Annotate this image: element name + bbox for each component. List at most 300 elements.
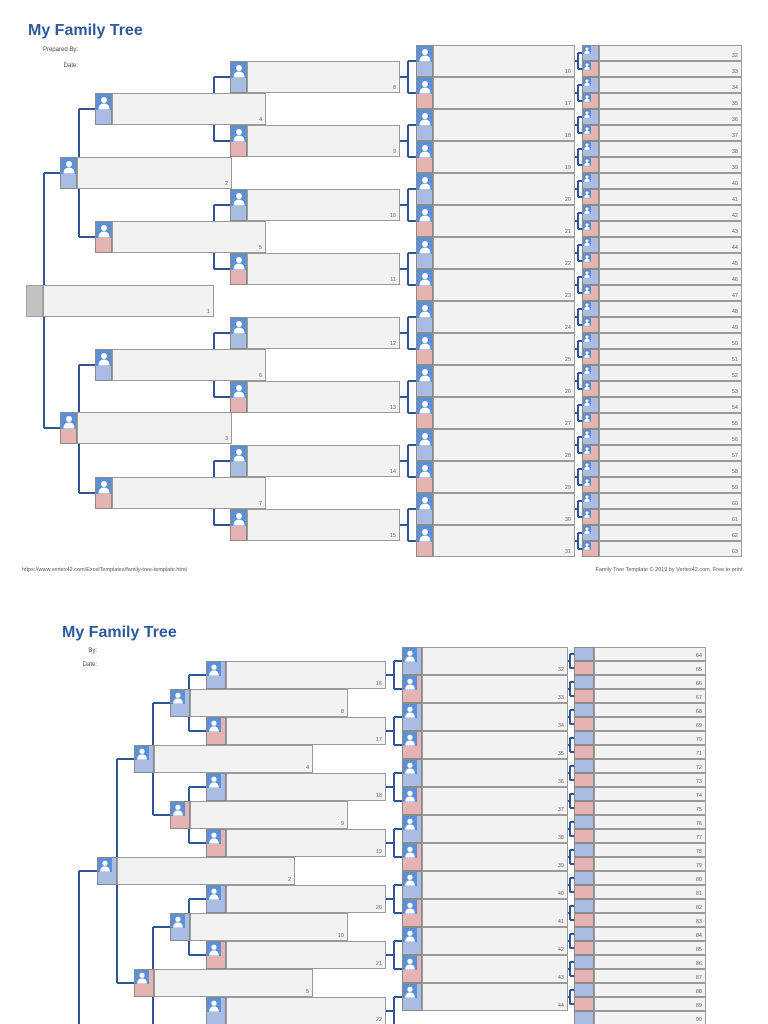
person-box[interactable] [594, 773, 706, 787]
person-number: 80 [695, 876, 702, 883]
photo-slot[interactable] [574, 871, 594, 885]
person-number: 21 [564, 228, 571, 235]
photo-slot[interactable] [574, 927, 594, 941]
person-number: 71 [695, 750, 702, 757]
photo-slot[interactable] [574, 801, 594, 815]
person-number: 56 [731, 436, 738, 443]
person-number: 36 [557, 778, 564, 785]
person-silhouette-icon [403, 872, 417, 886]
person-silhouette-icon [403, 760, 417, 774]
person-box[interactable] [594, 913, 706, 927]
person-number: 39 [557, 862, 564, 869]
person-silhouette-icon [171, 914, 185, 928]
person-box[interactable] [422, 899, 568, 927]
photo-slot[interactable] [402, 703, 422, 731]
person-number: 1 [206, 308, 210, 315]
person-number: 44 [557, 1002, 564, 1009]
person-number: 46 [731, 276, 738, 283]
person-number: 7 [258, 500, 262, 507]
person-silhouette-icon [403, 704, 417, 718]
connector-line [568, 660, 570, 662]
person-silhouette-icon [403, 648, 417, 662]
person-number: 42 [731, 212, 738, 219]
footer-url[interactable]: https://www.vertex42.com/ExcelTemplates/family-tree-template.html [22, 567, 187, 573]
connector-line [568, 744, 570, 746]
connector-line [394, 828, 402, 830]
person-number: 21 [375, 960, 382, 967]
person-box[interactable] [594, 745, 706, 759]
person-number: 69 [695, 722, 702, 729]
connector-line [189, 730, 206, 732]
person-silhouette-icon [403, 928, 417, 942]
person-number: 2 [224, 180, 228, 187]
person-number: 19 [375, 848, 382, 855]
photo-slot[interactable] [402, 815, 422, 843]
person-box[interactable] [594, 703, 706, 717]
date-label: Date: [63, 63, 78, 69]
person-number: 87 [695, 974, 702, 981]
person-number: 62 [731, 532, 738, 539]
photo-slot[interactable] [206, 829, 226, 857]
person-number: 68 [695, 708, 702, 715]
page2-title: My Family Tree [62, 624, 177, 641]
person-number: 10 [337, 932, 344, 939]
person-number: 61 [731, 516, 738, 523]
connector-line [568, 912, 570, 914]
connector-line [568, 856, 570, 858]
person-number: 8 [392, 84, 396, 91]
person-number: 39 [731, 164, 738, 171]
connector-line [568, 800, 570, 802]
connector-line [78, 871, 80, 1024]
person-box[interactable] [594, 689, 706, 703]
connector-line [189, 786, 206, 788]
person-silhouette-icon [207, 662, 221, 676]
person-box[interactable] [190, 913, 348, 941]
person-box[interactable] [594, 983, 706, 997]
connector-line [568, 884, 570, 886]
person-silhouette-icon [207, 942, 221, 956]
person-number: 30 [564, 516, 571, 523]
person-silhouette-icon [403, 816, 417, 830]
connector-line [394, 968, 402, 970]
person-number: 82 [695, 904, 702, 911]
person-box[interactable] [594, 899, 706, 913]
person-number: 37 [731, 132, 738, 139]
photo-slot[interactable] [97, 857, 117, 885]
person-box[interactable] [594, 885, 706, 899]
person-silhouette-icon [403, 956, 417, 970]
person-number: 83 [695, 918, 702, 925]
person-box[interactable] [594, 647, 706, 661]
photo-slot[interactable] [170, 913, 190, 941]
person-number: 24 [564, 324, 571, 331]
person-number: 37 [557, 806, 564, 813]
connector-line [394, 660, 402, 662]
connector-line [386, 842, 394, 844]
person-number: 67 [695, 694, 702, 701]
photo-slot[interactable] [574, 773, 594, 787]
person-box[interactable] [422, 927, 568, 955]
person-silhouette-icon [207, 998, 221, 1012]
person-box[interactable] [422, 675, 568, 703]
connector-line [394, 856, 402, 858]
photo-slot[interactable] [574, 843, 594, 857]
person-number: 43 [557, 974, 564, 981]
person-number: 38 [557, 834, 564, 841]
person-box[interactable] [422, 815, 568, 843]
person-box[interactable] [594, 661, 706, 675]
person-box[interactable] [422, 843, 568, 871]
photo-slot[interactable] [574, 857, 594, 871]
photo-slot[interactable] [574, 675, 594, 689]
prepared-by-label: Prepared By: [42, 47, 78, 53]
person-number: 63 [731, 548, 738, 555]
page-title: My Family Tree [28, 22, 143, 39]
photo-slot[interactable] [574, 703, 594, 717]
person-number: 19 [564, 164, 571, 171]
person-silhouette-icon [403, 900, 417, 914]
person-box[interactable] [594, 675, 706, 689]
connector-line [189, 842, 206, 844]
person-number: 9 [340, 820, 344, 827]
photo-slot[interactable] [206, 941, 226, 969]
connector-line [394, 800, 402, 802]
person-number: 33 [731, 68, 738, 75]
connector-line [79, 870, 97, 872]
photo-slot[interactable] [402, 899, 422, 927]
person-box[interactable] [594, 927, 706, 941]
photo-slot[interactable] [574, 787, 594, 801]
person-box[interactable] [594, 759, 706, 773]
person-number: 31 [564, 548, 571, 555]
photo-slot[interactable] [206, 773, 226, 801]
person-box[interactable] [594, 1011, 706, 1024]
person-number: 27 [564, 420, 571, 427]
person-number: 40 [731, 180, 738, 187]
page2-by-label: By: [88, 648, 97, 654]
person-box[interactable] [594, 815, 706, 829]
person-number: 17 [375, 736, 382, 743]
person-box[interactable] [594, 787, 706, 801]
person-silhouette-icon [403, 676, 417, 690]
person-number: 3 [224, 435, 228, 442]
photo-slot[interactable] [402, 731, 422, 759]
person-silhouette-icon [207, 774, 221, 788]
person-number: 17 [564, 100, 571, 107]
person-number: 14 [389, 468, 396, 475]
connector-line [189, 898, 206, 900]
person-box[interactable] [594, 731, 706, 745]
photo-slot[interactable] [574, 899, 594, 913]
person-number: 28 [564, 452, 571, 459]
photo-slot[interactable] [574, 689, 594, 703]
person-silhouette-icon [207, 718, 221, 732]
person-box[interactable] [422, 759, 568, 787]
person-number: 86 [695, 960, 702, 967]
person-box[interactable] [594, 871, 706, 885]
person-silhouette-icon [403, 788, 417, 802]
connector-line [568, 772, 570, 774]
photo-slot[interactable] [574, 983, 594, 997]
person-silhouette-icon [135, 970, 149, 984]
person-number: 49 [731, 324, 738, 331]
person-number: 18 [564, 132, 571, 139]
person-number: 23 [564, 292, 571, 299]
photo-slot[interactable] [402, 675, 422, 703]
connector-line [394, 884, 402, 886]
person-number: 59 [731, 484, 738, 491]
photo-slot[interactable] [402, 759, 422, 787]
person-number: 41 [731, 196, 738, 203]
photo-slot[interactable] [206, 717, 226, 745]
person-number: 35 [557, 750, 564, 757]
person-number: 72 [695, 764, 702, 771]
connector-line [568, 688, 570, 690]
page2-date-label: Date: [82, 662, 97, 668]
person-number: 57 [731, 452, 738, 459]
person-number: 84 [695, 932, 702, 939]
photo-slot[interactable] [574, 829, 594, 843]
person-box[interactable] [594, 717, 706, 731]
photo-slot[interactable] [206, 997, 226, 1024]
person-box[interactable] [422, 983, 568, 1011]
person-number: 70 [695, 736, 702, 743]
person-number: 20 [564, 196, 571, 203]
photo-slot[interactable] [574, 1011, 594, 1024]
person-number: 44 [731, 244, 738, 251]
person-box[interactable] [190, 689, 348, 717]
person-number: 88 [695, 988, 702, 995]
connector-line [117, 982, 134, 984]
person-silhouette-icon [403, 844, 417, 858]
person-number: 45 [731, 260, 738, 267]
footer-copyright: Family Tree Template © 2019 by Vertex42.com. Free to print. [595, 567, 744, 573]
connector-line [386, 898, 394, 900]
person-number: 54 [731, 404, 738, 411]
person-box[interactable] [226, 941, 386, 969]
person-number: 32 [557, 666, 564, 673]
photo-slot[interactable] [402, 983, 422, 1011]
person-number: 73 [695, 778, 702, 785]
person-box[interactable] [226, 829, 386, 857]
photo-slot[interactable] [574, 969, 594, 983]
person-box[interactable] [226, 997, 386, 1024]
photo-slot[interactable] [170, 801, 190, 829]
person-number: 38 [731, 148, 738, 155]
connector-line [189, 954, 206, 956]
person-box[interactable] [594, 955, 706, 969]
person-number: 52 [731, 372, 738, 379]
person-box[interactable] [422, 787, 568, 815]
person-number: 64 [695, 652, 702, 659]
person-number: 81 [695, 890, 702, 897]
person-silhouette-icon [207, 830, 221, 844]
photo-slot[interactable] [574, 913, 594, 927]
person-number: 41 [557, 918, 564, 925]
person-number: 33 [557, 694, 564, 701]
person-silhouette-icon [171, 802, 185, 816]
person-box[interactable] [422, 647, 568, 675]
photo-slot[interactable] [574, 759, 594, 773]
person-number: 34 [557, 722, 564, 729]
person-number: 4 [305, 764, 309, 771]
person-number: 10 [389, 212, 396, 219]
person-number: 55 [731, 420, 738, 427]
person-number: 48 [731, 308, 738, 315]
connector-line [568, 828, 570, 830]
person-box[interactable] [594, 969, 706, 983]
person-box[interactable] [226, 773, 386, 801]
photo-slot[interactable] [574, 745, 594, 759]
person-number: 50 [731, 340, 738, 347]
connector-line [394, 996, 402, 998]
person-number: 12 [389, 340, 396, 347]
person-silhouette-icon [207, 886, 221, 900]
person-silhouette-icon [403, 984, 417, 998]
photo-slot[interactable] [574, 815, 594, 829]
photo-slot[interactable] [206, 661, 226, 689]
person-number: 5 [258, 244, 262, 251]
connector-line [153, 814, 170, 816]
photo-slot[interactable] [574, 885, 594, 899]
connector-line [189, 674, 206, 676]
photo-slot[interactable] [402, 927, 422, 955]
photo-slot[interactable] [402, 871, 422, 899]
connector-line [117, 758, 134, 760]
connector-line [386, 954, 394, 956]
connector-line [386, 674, 394, 676]
person-number: 8 [340, 708, 344, 715]
person-number: 20 [375, 904, 382, 911]
person-box[interactable] [594, 997, 706, 1011]
photo-slot[interactable] [574, 661, 594, 675]
person-number: 36 [731, 116, 738, 123]
photo-slot[interactable] [574, 955, 594, 969]
person-box[interactable] [226, 661, 386, 689]
person-box[interactable] [594, 829, 706, 843]
photo-slot[interactable] [402, 647, 422, 675]
person-silhouette-icon [171, 690, 185, 704]
person-number: 5 [305, 988, 309, 995]
photo-slot[interactable] [574, 647, 594, 661]
person-box[interactable] [226, 885, 386, 913]
connector-line [386, 786, 394, 788]
person-number: 40 [557, 890, 564, 897]
person-number: 6 [258, 372, 262, 379]
person-number: 16 [564, 68, 571, 75]
person-box[interactable] [422, 955, 568, 983]
person-box[interactable] [594, 857, 706, 871]
person-number: 16 [375, 680, 382, 687]
connector-line [394, 716, 402, 718]
person-number: 15 [389, 532, 396, 539]
photo-slot[interactable] [170, 689, 190, 717]
photo-slot[interactable] [574, 941, 594, 955]
person-silhouette-icon [98, 858, 112, 872]
person-number: 22 [564, 260, 571, 267]
person-silhouette-icon [135, 746, 149, 760]
photo-slot[interactable] [206, 885, 226, 913]
person-number: 76 [695, 820, 702, 827]
person-box[interactable] [594, 801, 706, 815]
person-number: 66 [695, 680, 702, 687]
person-box[interactable] [226, 717, 386, 745]
person-box[interactable] [117, 857, 295, 885]
person-box[interactable] [154, 969, 313, 997]
person-box[interactable] [422, 871, 568, 899]
person-box[interactable] [594, 843, 706, 857]
person-number: 51 [731, 356, 738, 363]
person-number: 32 [731, 52, 738, 59]
person-box[interactable] [422, 731, 568, 759]
photo-slot[interactable] [574, 717, 594, 731]
connector-line [394, 744, 402, 746]
person-number: 25 [564, 356, 571, 363]
photo-slot[interactable] [134, 969, 154, 997]
person-number: 4 [258, 116, 262, 123]
photo-slot[interactable] [134, 745, 154, 773]
connector-line [568, 996, 570, 998]
person-number: 9 [392, 148, 396, 155]
person-number: 34 [731, 84, 738, 91]
photo-slot[interactable] [402, 843, 422, 871]
photo-slot[interactable] [402, 787, 422, 815]
person-number: 75 [695, 806, 702, 813]
person-number: 29 [564, 484, 571, 491]
connector-line [394, 940, 402, 942]
person-box[interactable] [594, 941, 706, 955]
person-number: 35 [731, 100, 738, 107]
connector-line [568, 716, 570, 718]
person-number: 60 [731, 500, 738, 507]
connector-line [386, 1010, 394, 1012]
photo-slot[interactable] [402, 955, 422, 983]
person-number: 2 [287, 876, 291, 883]
person-number: 58 [731, 468, 738, 475]
person-number: 74 [695, 792, 702, 799]
person-number: 79 [695, 862, 702, 869]
connector-line [568, 968, 570, 970]
connector-line [394, 912, 402, 914]
person-number: 78 [695, 848, 702, 855]
person-number: 89 [695, 1002, 702, 1009]
photo-slot[interactable] [574, 997, 594, 1011]
person-number: 65 [695, 666, 702, 673]
person-number: 85 [695, 946, 702, 953]
connector-line [568, 940, 570, 942]
person-number: 18 [375, 792, 382, 799]
person-box[interactable] [190, 801, 348, 829]
person-box[interactable] [422, 703, 568, 731]
photo-slot[interactable] [574, 731, 594, 745]
connector-line [153, 702, 170, 704]
person-number: 53 [731, 388, 738, 395]
person-number: 42 [557, 946, 564, 953]
connector-line [153, 926, 170, 928]
person-number: 90 [695, 1016, 702, 1023]
connector-line [394, 688, 402, 690]
person-number: 22 [375, 1016, 382, 1023]
connector-line [394, 772, 402, 774]
person-number: 11 [390, 276, 396, 283]
person-number: 47 [731, 292, 738, 299]
person-silhouette-icon [403, 732, 417, 746]
connector-line [386, 730, 394, 732]
person-number: 26 [564, 388, 571, 395]
person-box[interactable] [154, 745, 313, 773]
person-number: 43 [731, 228, 738, 235]
